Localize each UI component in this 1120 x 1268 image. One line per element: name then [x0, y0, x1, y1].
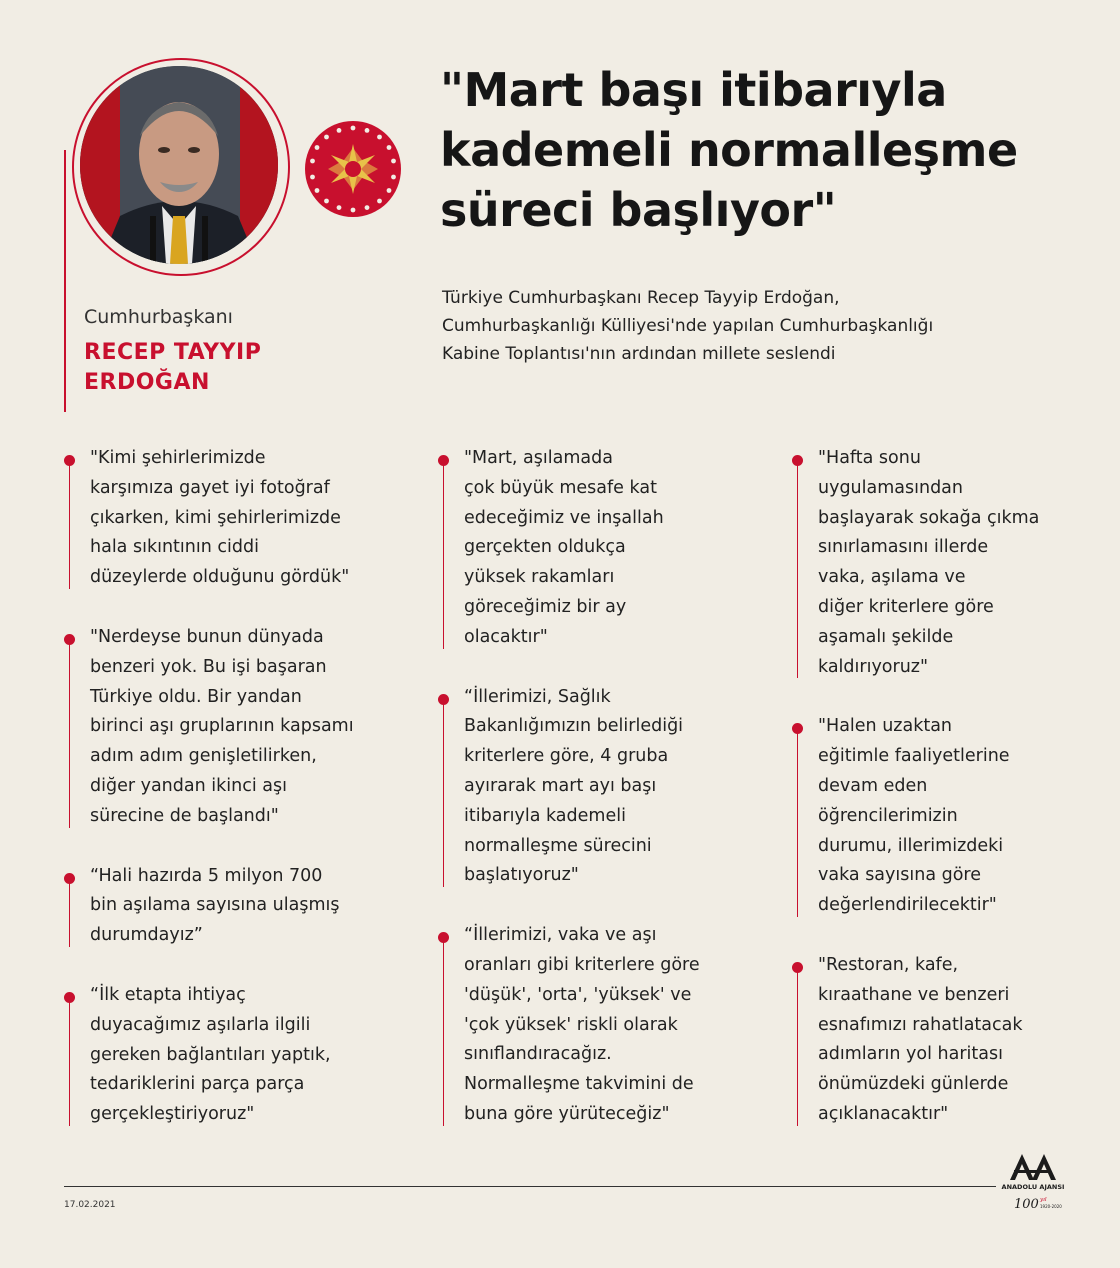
quote-text: "Kimi şehirlerimizde karşımıza gayet iyi fotoğraf çıkarken, kimi şehirlerimizde hala sıkıntının ciddi düzeylerde olduğunu gördük": [90, 448, 350, 588]
accent-line: [64, 150, 66, 412]
footer-divider: [64, 1186, 996, 1187]
logo-text: ANADOLU AJANSI: [1001, 1183, 1065, 1191]
bullet-rule: [797, 462, 798, 678]
quote-text: “İllerimizi, vaka ve aşı oranları gibi kriterlere göre 'düşük', 'orta', 'yüksek' ve 'çok yüksek' riskli olarak sınıflandıracağız. Normalleşme takvimini de buna göre yürüteceğiz": [464, 925, 700, 1124]
anniversary-number: 100: [1014, 1197, 1039, 1212]
quote-text: "Halen uzaktan eğitimle faaliyetlerine devam eden öğrencilerimizin durumu, illerimizdeki vaka sayısına göre değerlendirilecektir": [818, 716, 1010, 916]
bullet-rule: [797, 969, 798, 1126]
quote-text: "Hafta sonu uygulamasından başlayarak sokağa çıkma sınırlamasını illerde vaka, aşılama ve diğer kriterlere göre aşamalı şekilde kaldırıyoruz": [818, 448, 1040, 677]
quote-item: [792, 712, 1092, 921]
quote-item: [64, 444, 364, 593]
bullet-rule: [443, 939, 444, 1126]
headline: "Mart başı itibarıyla kademeli normalleşme süreci başlıyor": [440, 63, 1018, 237]
quote-text: "Nerdeyse bunun dünyada benzeri yok. Bu işi başaran Türkiye oldu. Bir yandan birinci aşı gruplarının kapsamı adım adım genişletilirken, diğer yandan ikinci aşı sürecine de başlandı": [90, 626, 354, 826]
subtitle: Türkiye Cumhurbaşkanı Recep Tayyip Erdoğan, Cumhurbaşkanlığı Külliyesi'nde yapılan Cumhurbaşkanlığı Kabine Toplantısı'nın ardından millete seslendi: [442, 288, 934, 364]
quote-item: [792, 444, 1092, 682]
quote-item: [438, 921, 738, 1130]
anniversary-sub: yıl: [1040, 1197, 1047, 1203]
aa-mark-icon: [1010, 1154, 1056, 1180]
bullet-rule: [443, 462, 444, 649]
quote-item: [792, 951, 1092, 1130]
presidential-seal-icon: [304, 120, 402, 218]
speaker-role: Cumhurbaşkanı: [84, 306, 233, 328]
quote-text: “Hali hazırda 5 milyon 700 bin aşılama sayısına ulaşmış durumdayız”: [90, 865, 340, 946]
anadolu-agency-logo: [1000, 1150, 1072, 1222]
bullet-rule: [69, 641, 70, 828]
speaker-name: [84, 338, 324, 398]
quote-text: “İlk etapta ihtiyaç duyacağımız aşılarla ilgili gereken bağlantıları yaptık, tedariklerini parça parça gerçekleştiriyoruz": [90, 984, 331, 1125]
bullet-rule: [797, 730, 798, 917]
quote-text: "Mart, aşılamada çok büyük mesafe kat edeceğimiz ve inşallah gerçekten oldukça yüksek rakamları göreceğimiz bir ay olacaktır": [464, 448, 664, 647]
quote-column-3: [792, 444, 1092, 1160]
bullet-rule: [69, 462, 70, 589]
quote-column-1: [64, 444, 364, 1160]
quote-item: [64, 981, 364, 1130]
quote-item: [64, 862, 364, 951]
quote-item: [64, 623, 364, 832]
speaker-portrait: [80, 66, 278, 264]
quote-column-2: [438, 444, 738, 1160]
quote-text: “İllerimizi, Sağlık Bakanlığımızın belirlediği kriterlere göre, 4 gruba ayırarak mart ayı başı itibarıyla kademeli normalleşme sürecini başlatıyoruz": [464, 686, 684, 886]
anniversary-years: 1920-2020: [1040, 1204, 1062, 1209]
bullet-rule: [69, 999, 70, 1126]
speaker-name-line2: ERDOĞAN: [84, 370, 210, 395]
quote-item: [438, 683, 738, 892]
quote-text: "Restoran, kafe, kıraathane ve benzeri esnafımızı rahatlatacak adımların yol haritası önümüzdeki günlerde açıklanacaktır": [818, 954, 1023, 1124]
bullet-rule: [69, 880, 70, 947]
publish-date: 17.02.2021: [64, 1200, 116, 1210]
bullet-rule: [443, 701, 444, 888]
speaker-name-line1: RECEP TAYYIP: [84, 340, 262, 365]
quote-item: [438, 444, 738, 653]
